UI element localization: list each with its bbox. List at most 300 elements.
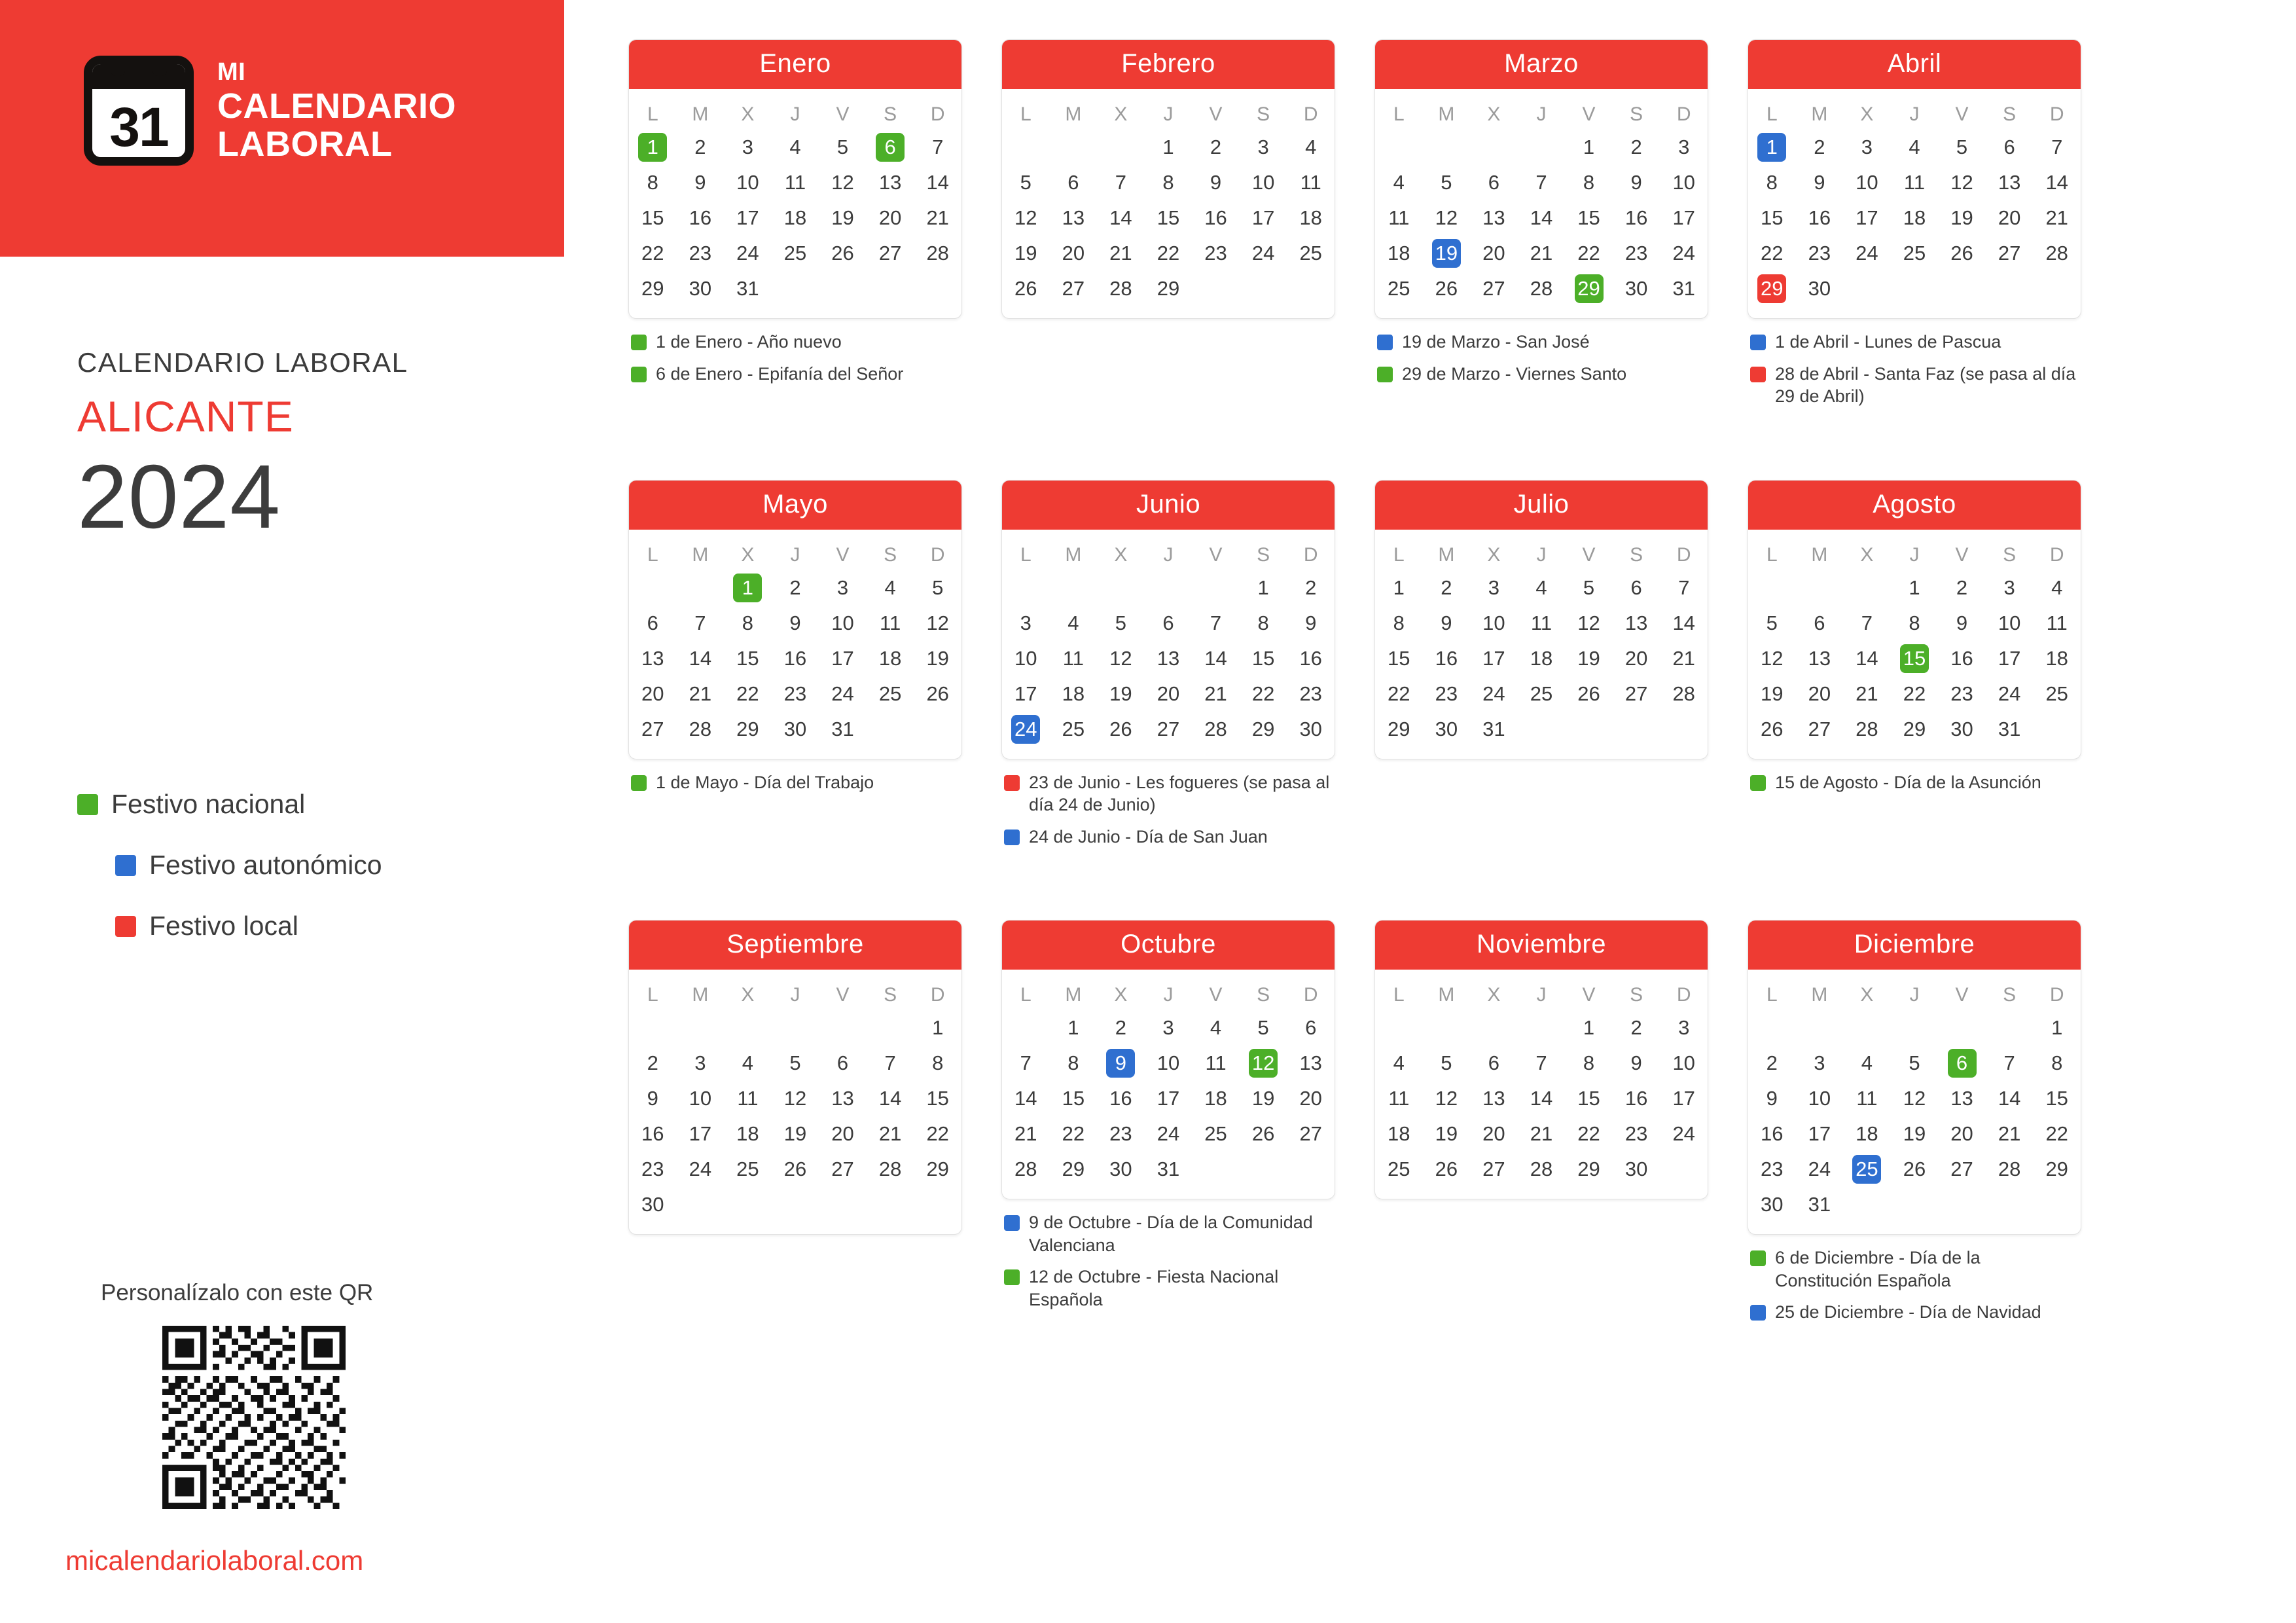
day-number[interactable]: 4 bbox=[789, 136, 801, 158]
day-number[interactable]: 2 bbox=[1956, 575, 1968, 599]
day-number[interactable]: 8 bbox=[1162, 171, 1174, 194]
day-number[interactable]: 10 bbox=[1672, 1051, 1695, 1075]
day-number[interactable]: 29 bbox=[1903, 717, 1926, 740]
day-number[interactable]: 11 bbox=[737, 1087, 759, 1110]
day-number[interactable]: 5 bbox=[789, 1051, 801, 1075]
day-number[interactable]: 24 bbox=[1856, 242, 1878, 264]
day-number[interactable]: 23 bbox=[1761, 1158, 1784, 1181]
day-number[interactable]: 6 bbox=[647, 611, 658, 634]
day-number[interactable]: 22 bbox=[1251, 682, 1275, 705]
day-number[interactable]: 20 bbox=[1062, 242, 1085, 264]
day-number[interactable]: 2 bbox=[1441, 575, 1452, 599]
day-number[interactable]: 3 bbox=[836, 575, 849, 599]
day-number-holiday-nacional[interactable]: 6 bbox=[876, 133, 905, 162]
day-number[interactable]: 22 bbox=[641, 242, 664, 264]
day-number[interactable]: 26 bbox=[1014, 277, 1037, 300]
day-number[interactable]: 31 bbox=[1672, 277, 1695, 300]
day-number[interactable]: 4 bbox=[1393, 1051, 1405, 1075]
day-number[interactable]: 20 bbox=[1950, 1122, 1973, 1146]
day-number[interactable]: 10 bbox=[831, 611, 854, 634]
day-number[interactable]: 4 bbox=[1210, 1016, 1222, 1040]
day-number[interactable]: 9 bbox=[1766, 1087, 1778, 1110]
day-number[interactable]: 13 bbox=[878, 171, 902, 194]
day-number[interactable]: 5 bbox=[1020, 171, 1031, 194]
day-number[interactable]: 6 bbox=[1814, 611, 1825, 634]
day-number[interactable]: 13 bbox=[641, 646, 664, 670]
day-number[interactable]: 26 bbox=[1577, 682, 1600, 705]
day-number[interactable]: 31 bbox=[736, 277, 759, 300]
day-number-holiday-nacional[interactable]: 1 bbox=[733, 574, 762, 602]
day-number[interactable]: 28 bbox=[1204, 717, 1227, 740]
day-number[interactable]: 22 bbox=[1903, 682, 1926, 705]
day-number[interactable]: 12 bbox=[926, 611, 949, 634]
day-number[interactable]: 11 bbox=[1903, 171, 1926, 194]
day-number[interactable]: 3 bbox=[1020, 611, 1031, 634]
day-number[interactable]: 11 bbox=[1300, 171, 1321, 194]
day-number[interactable]: 31 bbox=[1998, 717, 2021, 740]
day-number[interactable]: 25 bbox=[1204, 1122, 1227, 1146]
day-number[interactable]: 15 bbox=[1577, 1087, 1600, 1110]
day-number[interactable]: 8 bbox=[1583, 1051, 1595, 1075]
day-number[interactable]: 27 bbox=[1482, 277, 1505, 300]
day-number[interactable]: 4 bbox=[742, 1051, 754, 1075]
day-number[interactable]: 28 bbox=[1856, 717, 1878, 740]
day-number[interactable]: 16 bbox=[1761, 1122, 1784, 1146]
day-number[interactable]: 9 bbox=[1814, 171, 1825, 194]
day-number[interactable]: 24 bbox=[1251, 242, 1275, 264]
day-number[interactable]: 7 bbox=[1535, 1051, 1547, 1075]
day-number[interactable]: 9 bbox=[1630, 171, 1642, 194]
day-number[interactable]: 25 bbox=[1530, 682, 1553, 705]
day-number[interactable]: 1 bbox=[932, 1016, 944, 1040]
day-number[interactable]: 13 bbox=[1299, 1051, 1322, 1075]
day-number[interactable]: 29 bbox=[1388, 717, 1410, 740]
day-number[interactable]: 10 bbox=[1808, 1087, 1831, 1110]
day-number[interactable]: 6 bbox=[1488, 171, 1500, 194]
day-number[interactable]: 3 bbox=[1488, 575, 1500, 599]
day-number[interactable]: 16 bbox=[1624, 206, 1648, 229]
day-number[interactable]: 16 bbox=[1204, 206, 1227, 229]
day-number[interactable]: 19 bbox=[1251, 1087, 1275, 1110]
day-number[interactable]: 28 bbox=[1672, 682, 1695, 705]
day-number[interactable]: 12 bbox=[831, 171, 854, 194]
day-number[interactable]: 23 bbox=[689, 242, 712, 264]
day-number[interactable]: 27 bbox=[1624, 682, 1648, 705]
day-number[interactable]: 17 bbox=[831, 646, 854, 670]
day-number[interactable]: 13 bbox=[1624, 611, 1648, 634]
day-number[interactable]: 16 bbox=[1299, 646, 1322, 670]
day-number[interactable]: 4 bbox=[1909, 136, 1920, 158]
day-number[interactable]: 13 bbox=[1157, 646, 1180, 670]
day-number[interactable]: 29 bbox=[2045, 1158, 2068, 1181]
day-number[interactable]: 14 bbox=[926, 171, 949, 194]
day-number[interactable]: 30 bbox=[1109, 1158, 1132, 1181]
day-number[interactable]: 15 bbox=[1577, 206, 1600, 229]
day-number[interactable]: 8 bbox=[1067, 1051, 1079, 1075]
day-number[interactable]: 2 bbox=[1305, 575, 1317, 599]
day-number[interactable]: 16 bbox=[689, 206, 712, 229]
day-number[interactable]: 1 bbox=[1393, 575, 1405, 599]
day-number[interactable]: 28 bbox=[1109, 277, 1132, 300]
day-number[interactable]: 3 bbox=[694, 1051, 706, 1075]
day-number[interactable]: 11 bbox=[1530, 611, 1552, 634]
day-number[interactable]: 19 bbox=[1109, 682, 1132, 705]
day-number[interactable]: 30 bbox=[1761, 1193, 1784, 1216]
day-number[interactable]: 17 bbox=[1251, 206, 1275, 229]
day-number[interactable]: 8 bbox=[2051, 1051, 2063, 1075]
day-number[interactable]: 23 bbox=[1204, 242, 1227, 264]
day-number[interactable]: 16 bbox=[1808, 206, 1831, 229]
day-number[interactable]: 12 bbox=[1014, 206, 1037, 229]
day-number[interactable]: 18 bbox=[1062, 682, 1085, 705]
day-number[interactable]: 7 bbox=[1535, 171, 1547, 194]
day-number[interactable]: 17 bbox=[1672, 206, 1695, 229]
day-number[interactable]: 6 bbox=[1162, 611, 1174, 634]
day-number[interactable]: 25 bbox=[1388, 1158, 1410, 1181]
day-number[interactable]: 3 bbox=[1678, 136, 1690, 158]
day-number[interactable]: 19 bbox=[1577, 646, 1600, 670]
day-number[interactable]: 3 bbox=[1814, 1051, 1825, 1075]
day-number[interactable]: 30 bbox=[1299, 717, 1322, 740]
day-number[interactable]: 23 bbox=[783, 682, 807, 705]
day-number[interactable]: 28 bbox=[1530, 277, 1553, 300]
day-number[interactable]: 9 bbox=[1441, 611, 1452, 634]
day-number[interactable]: 10 bbox=[1157, 1051, 1180, 1075]
day-number[interactable]: 2 bbox=[694, 136, 706, 158]
day-number[interactable]: 26 bbox=[1109, 717, 1132, 740]
day-number[interactable]: 21 bbox=[1856, 682, 1878, 705]
day-number[interactable]: 16 bbox=[1435, 646, 1458, 670]
day-number-holiday-autonomico[interactable]: 25 bbox=[1852, 1155, 1881, 1184]
day-number[interactable]: 17 bbox=[1014, 682, 1037, 705]
day-number-holiday-autonomico[interactable]: 24 bbox=[1011, 715, 1040, 744]
day-number[interactable]: 3 bbox=[1678, 1016, 1690, 1040]
day-number[interactable]: 29 bbox=[1157, 277, 1180, 300]
day-number[interactable]: 25 bbox=[1903, 242, 1926, 264]
day-number[interactable]: 15 bbox=[1388, 646, 1410, 670]
day-number[interactable]: 25 bbox=[783, 242, 807, 264]
day-number-holiday-nacional[interactable]: 1 bbox=[638, 133, 667, 162]
day-number[interactable]: 30 bbox=[783, 717, 807, 740]
day-number[interactable]: 20 bbox=[1299, 1087, 1322, 1110]
day-number[interactable]: 23 bbox=[1435, 682, 1458, 705]
day-number-holiday-autonomico[interactable]: 1 bbox=[1757, 133, 1786, 162]
day-number[interactable]: 4 bbox=[1067, 611, 1079, 634]
day-number[interactable]: 1 bbox=[2051, 1016, 2063, 1040]
day-number[interactable]: 20 bbox=[1808, 682, 1831, 705]
day-number[interactable]: 5 bbox=[1441, 171, 1452, 194]
day-number[interactable]: 5 bbox=[1257, 1016, 1269, 1040]
day-number[interactable]: 30 bbox=[1624, 1158, 1648, 1181]
day-number[interactable]: 14 bbox=[1204, 646, 1227, 670]
day-number[interactable]: 27 bbox=[878, 242, 902, 264]
day-number[interactable]: 2 bbox=[1115, 1016, 1127, 1040]
day-number[interactable]: 5 bbox=[1115, 611, 1127, 634]
day-number[interactable]: 22 bbox=[1388, 682, 1410, 705]
day-number[interactable]: 2 bbox=[1814, 136, 1825, 158]
day-number[interactable]: 10 bbox=[736, 171, 759, 194]
day-number[interactable]: 18 bbox=[878, 646, 902, 670]
day-number[interactable]: 23 bbox=[1624, 242, 1648, 264]
day-number[interactable]: 15 bbox=[1062, 1087, 1085, 1110]
day-number[interactable]: 29 bbox=[1251, 717, 1275, 740]
day-number[interactable]: 14 bbox=[1856, 646, 1878, 670]
day-number[interactable]: 22 bbox=[1577, 242, 1600, 264]
day-number[interactable]: 26 bbox=[1761, 717, 1784, 740]
day-number[interactable]: 20 bbox=[1482, 242, 1505, 264]
day-number[interactable]: 24 bbox=[831, 682, 854, 705]
day-number[interactable]: 24 bbox=[1998, 682, 2021, 705]
day-number[interactable]: 26 bbox=[1903, 1158, 1926, 1181]
day-number[interactable]: 17 bbox=[1482, 646, 1505, 670]
day-number[interactable]: 4 bbox=[884, 575, 896, 599]
day-number-holiday-autonomico[interactable]: 19 bbox=[1432, 239, 1461, 268]
day-number[interactable]: 18 bbox=[1530, 646, 1553, 670]
day-number[interactable]: 17 bbox=[1856, 206, 1878, 229]
day-number[interactable]: 18 bbox=[1856, 1122, 1878, 1146]
day-number[interactable]: 24 bbox=[689, 1158, 712, 1181]
day-number[interactable]: 30 bbox=[1808, 277, 1831, 300]
day-number[interactable]: 10 bbox=[1672, 171, 1695, 194]
day-number[interactable]: 11 bbox=[2046, 611, 2068, 634]
day-number[interactable]: 8 bbox=[1766, 171, 1778, 194]
day-number[interactable]: 21 bbox=[1109, 242, 1132, 264]
day-number[interactable]: 27 bbox=[1950, 1158, 1973, 1181]
day-number[interactable]: 5 bbox=[1956, 136, 1968, 158]
day-number[interactable]: 8 bbox=[742, 611, 754, 634]
day-number[interactable]: 30 bbox=[1435, 717, 1458, 740]
day-number[interactable]: 20 bbox=[1998, 206, 2021, 229]
day-number[interactable]: 29 bbox=[736, 717, 759, 740]
day-number[interactable]: 22 bbox=[736, 682, 759, 705]
day-number[interactable]: 25 bbox=[736, 1158, 759, 1181]
day-number[interactable]: 13 bbox=[1998, 171, 2021, 194]
day-number[interactable]: 9 bbox=[647, 1087, 658, 1110]
day-number[interactable]: 5 bbox=[1766, 611, 1778, 634]
day-number[interactable]: 8 bbox=[647, 171, 658, 194]
day-number[interactable]: 26 bbox=[1435, 277, 1458, 300]
day-number[interactable]: 23 bbox=[1808, 242, 1831, 264]
day-number[interactable]: 10 bbox=[689, 1087, 712, 1110]
day-number[interactable]: 19 bbox=[1435, 1122, 1458, 1146]
day-number-holiday-nacional[interactable]: 15 bbox=[1900, 644, 1929, 673]
day-number[interactable]: 16 bbox=[641, 1122, 664, 1146]
day-number[interactable]: 7 bbox=[1115, 171, 1127, 194]
day-number[interactable]: 7 bbox=[2051, 136, 2063, 158]
day-number[interactable]: 26 bbox=[1950, 242, 1973, 264]
day-number[interactable]: 13 bbox=[1482, 206, 1505, 229]
day-number[interactable]: 11 bbox=[880, 611, 901, 634]
day-number[interactable]: 27 bbox=[1482, 1158, 1505, 1181]
day-number-holiday-nacional[interactable]: 29 bbox=[1575, 274, 1604, 303]
day-number[interactable]: 14 bbox=[1530, 1087, 1553, 1110]
day-number[interactable]: 21 bbox=[1530, 242, 1553, 264]
day-number[interactable]: 7 bbox=[1861, 611, 1873, 634]
day-number[interactable]: 13 bbox=[1062, 206, 1085, 229]
day-number[interactable]: 20 bbox=[878, 206, 902, 229]
day-number[interactable]: 17 bbox=[1808, 1122, 1831, 1146]
day-number[interactable]: 2 bbox=[789, 575, 801, 599]
day-number[interactable]: 14 bbox=[1109, 206, 1132, 229]
day-number[interactable]: 15 bbox=[1157, 206, 1180, 229]
day-number[interactable]: 29 bbox=[641, 277, 664, 300]
qr-code-image[interactable] bbox=[162, 1326, 346, 1509]
day-number[interactable]: 6 bbox=[1067, 171, 1079, 194]
day-number[interactable]: 19 bbox=[831, 206, 854, 229]
day-number[interactable]: 20 bbox=[1624, 646, 1648, 670]
day-number[interactable]: 25 bbox=[1299, 242, 1322, 264]
day-number[interactable]: 29 bbox=[926, 1158, 949, 1181]
day-number[interactable]: 11 bbox=[1388, 206, 1410, 229]
day-number[interactable]: 8 bbox=[1909, 611, 1920, 634]
day-number[interactable]: 20 bbox=[831, 1122, 854, 1146]
day-number[interactable]: 23 bbox=[641, 1158, 664, 1181]
day-number[interactable]: 2 bbox=[647, 1051, 658, 1075]
day-number[interactable]: 18 bbox=[1903, 206, 1926, 229]
day-number[interactable]: 12 bbox=[1950, 171, 1973, 194]
day-number[interactable]: 6 bbox=[1630, 575, 1642, 599]
day-number[interactable]: 24 bbox=[1808, 1158, 1831, 1181]
day-number[interactable]: 15 bbox=[736, 646, 759, 670]
day-number[interactable]: 18 bbox=[736, 1122, 759, 1146]
day-number[interactable]: 24 bbox=[1157, 1122, 1180, 1146]
day-number[interactable]: 24 bbox=[1672, 1122, 1695, 1146]
day-number[interactable]: 14 bbox=[689, 646, 712, 670]
day-number[interactable]: 1 bbox=[1583, 1016, 1595, 1040]
day-number[interactable]: 10 bbox=[1014, 646, 1037, 670]
day-number[interactable]: 28 bbox=[926, 242, 949, 264]
day-number[interactable]: 5 bbox=[1441, 1051, 1452, 1075]
day-number[interactable]: 18 bbox=[1388, 1122, 1410, 1146]
day-number[interactable]: 31 bbox=[1157, 1158, 1180, 1181]
day-number[interactable]: 7 bbox=[884, 1051, 896, 1075]
day-number[interactable]: 13 bbox=[831, 1087, 854, 1110]
day-number[interactable]: 19 bbox=[926, 646, 949, 670]
day-number[interactable]: 12 bbox=[1903, 1087, 1926, 1110]
day-number[interactable]: 4 bbox=[1861, 1051, 1873, 1075]
day-number[interactable]: 21 bbox=[689, 682, 712, 705]
day-number-holiday-local[interactable]: 29 bbox=[1757, 274, 1786, 303]
day-number[interactable]: 10 bbox=[1251, 171, 1275, 194]
day-number[interactable]: 2 bbox=[1630, 136, 1642, 158]
day-number[interactable]: 26 bbox=[1435, 1158, 1458, 1181]
day-number[interactable]: 21 bbox=[878, 1122, 902, 1146]
day-number[interactable]: 23 bbox=[1109, 1122, 1132, 1146]
day-number[interactable]: 30 bbox=[641, 1193, 664, 1216]
day-number[interactable]: 19 bbox=[1903, 1122, 1926, 1146]
day-number[interactable]: 15 bbox=[2045, 1087, 2068, 1110]
day-number[interactable]: 21 bbox=[1014, 1122, 1037, 1146]
day-number[interactable]: 26 bbox=[783, 1158, 807, 1181]
day-number[interactable]: 28 bbox=[1014, 1158, 1037, 1181]
day-number[interactable]: 12 bbox=[1109, 646, 1132, 670]
day-number[interactable]: 11 bbox=[784, 171, 806, 194]
day-number[interactable]: 12 bbox=[1577, 611, 1600, 634]
day-number[interactable]: 18 bbox=[783, 206, 807, 229]
day-number[interactable]: 25 bbox=[2045, 682, 2068, 705]
day-number[interactable]: 22 bbox=[1062, 1122, 1085, 1146]
day-number[interactable]: 19 bbox=[1761, 682, 1784, 705]
day-number[interactable]: 18 bbox=[1388, 242, 1410, 264]
day-number[interactable]: 10 bbox=[1856, 171, 1878, 194]
day-number[interactable]: 22 bbox=[926, 1122, 949, 1146]
day-number[interactable]: 16 bbox=[1624, 1087, 1648, 1110]
day-number[interactable]: 27 bbox=[1808, 717, 1831, 740]
day-number[interactable]: 13 bbox=[1808, 646, 1831, 670]
day-number[interactable]: 15 bbox=[926, 1087, 949, 1110]
day-number[interactable]: 27 bbox=[831, 1158, 854, 1181]
day-number[interactable]: 12 bbox=[783, 1087, 807, 1110]
website-link[interactable]: micalendariolaboral.com bbox=[65, 1545, 364, 1576]
day-number[interactable]: 12 bbox=[1761, 646, 1784, 670]
day-number[interactable]: 22 bbox=[1157, 242, 1180, 264]
day-number[interactable]: 17 bbox=[1672, 1087, 1695, 1110]
day-number[interactable]: 9 bbox=[1630, 1051, 1642, 1075]
day-number[interactable]: 31 bbox=[831, 717, 854, 740]
day-number[interactable]: 17 bbox=[736, 206, 759, 229]
day-number[interactable]: 7 bbox=[932, 136, 944, 158]
day-number[interactable]: 8 bbox=[1393, 611, 1405, 634]
day-number[interactable]: 6 bbox=[2003, 136, 2015, 158]
day-number[interactable]: 7 bbox=[1678, 575, 1690, 599]
day-number[interactable]: 21 bbox=[1672, 646, 1695, 670]
day-number[interactable]: 26 bbox=[926, 682, 949, 705]
day-number[interactable]: 18 bbox=[1299, 206, 1322, 229]
day-number[interactable]: 18 bbox=[1204, 1087, 1227, 1110]
day-number[interactable]: 11 bbox=[1205, 1051, 1227, 1075]
day-number[interactable]: 4 bbox=[1535, 575, 1547, 599]
day-number[interactable]: 9 bbox=[1305, 611, 1317, 634]
day-number[interactable]: 13 bbox=[1482, 1087, 1505, 1110]
day-number[interactable]: 1 bbox=[1909, 575, 1920, 599]
day-number[interactable]: 14 bbox=[1530, 206, 1553, 229]
day-number[interactable]: 2 bbox=[1630, 1016, 1642, 1040]
day-number[interactable]: 12 bbox=[1435, 1087, 1458, 1110]
day-number[interactable]: 5 bbox=[836, 136, 849, 158]
day-number[interactable]: 20 bbox=[1157, 682, 1180, 705]
day-number[interactable]: 30 bbox=[1624, 277, 1648, 300]
day-number[interactable]: 7 bbox=[1020, 1051, 1031, 1075]
day-number[interactable]: 5 bbox=[932, 575, 944, 599]
day-number[interactable]: 21 bbox=[2045, 206, 2068, 229]
day-number[interactable]: 4 bbox=[2051, 575, 2063, 599]
day-number[interactable]: 14 bbox=[1672, 611, 1695, 634]
day-number[interactable]: 18 bbox=[2045, 646, 2068, 670]
day-number[interactable]: 29 bbox=[1062, 1158, 1085, 1181]
day-number[interactable]: 20 bbox=[641, 682, 664, 705]
day-number[interactable]: 13 bbox=[1950, 1087, 1973, 1110]
day-number[interactable]: 16 bbox=[1109, 1087, 1132, 1110]
day-number[interactable]: 26 bbox=[831, 242, 854, 264]
day-number[interactable]: 3 bbox=[2003, 575, 2015, 599]
day-number[interactable]: 17 bbox=[1998, 646, 2021, 670]
day-number[interactable]: 29 bbox=[1577, 1158, 1600, 1181]
day-number[interactable]: 21 bbox=[1204, 682, 1227, 705]
day-number[interactable]: 12 bbox=[1435, 206, 1458, 229]
day-number[interactable]: 9 bbox=[789, 611, 801, 634]
day-number[interactable]: 16 bbox=[1950, 646, 1973, 670]
day-number[interactable]: 28 bbox=[878, 1158, 902, 1181]
day-number[interactable]: 1 bbox=[1162, 136, 1174, 158]
day-number[interactable]: 21 bbox=[1530, 1122, 1553, 1146]
day-number[interactable]: 9 bbox=[694, 171, 706, 194]
day-number[interactable]: 28 bbox=[1530, 1158, 1553, 1181]
day-number[interactable]: 27 bbox=[1157, 717, 1180, 740]
day-number[interactable]: 7 bbox=[2003, 1051, 2015, 1075]
day-number[interactable]: 23 bbox=[1950, 682, 1973, 705]
day-number[interactable]: 27 bbox=[1299, 1122, 1322, 1146]
day-number[interactable]: 8 bbox=[1257, 611, 1269, 634]
